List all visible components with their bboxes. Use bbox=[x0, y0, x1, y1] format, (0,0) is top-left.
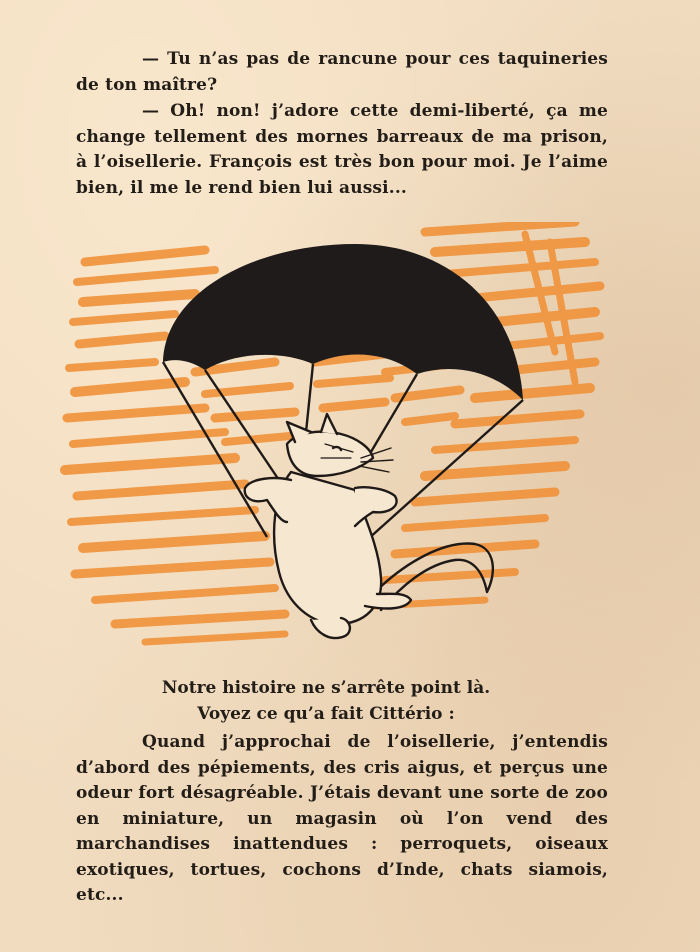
dialogue-paragraph-1: — Tu n’as pas de rancune pour ces taquineries de ton maître? bbox=[76, 49, 608, 95]
parachuting-mouse-illustration bbox=[55, 222, 615, 662]
narrative-paragraph: Quand j’approchai de l’oisellerie, j’entendis d’abord des pépiements, des cris aigus, et perçus une odeur fort désagréable. J’étais devant une sorte de zoo en miniature, un magasin où l’on vend des marchandises inattendues : perroquets, oiseaux exotiques, tortues, cochons d’Inde, chats siamois, etc... bbox=[76, 732, 608, 905]
story-line-citterio: Voyez ce qu’a fait Cittério : bbox=[197, 704, 455, 724]
story-line-continuation: Notre histoire ne s’arrête point là. bbox=[161, 678, 491, 698]
dialogue-paragraph-2: — Oh! non! j’adore cette demi-liberté, ça me change tellement des mornes barreaux de ma prison, à l’oisellerie. François est très bon pour moi. Je l’aime bien, il me le rend bien lui aussi... bbox=[76, 101, 608, 198]
